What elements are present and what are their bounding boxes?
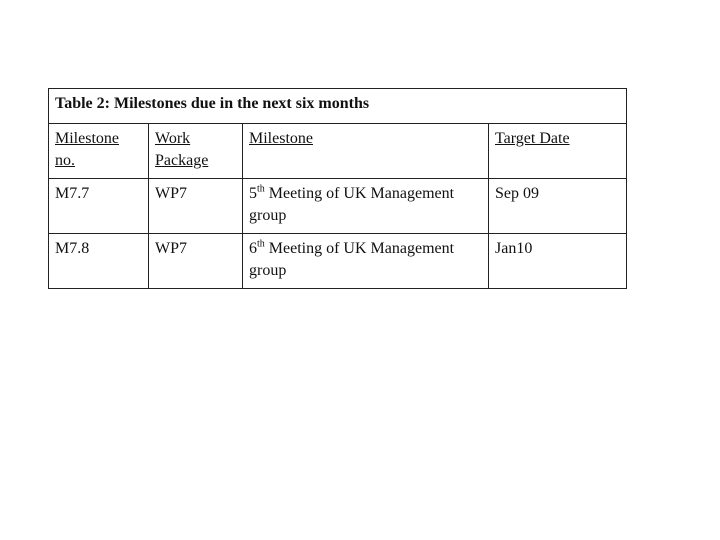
- cell-target-date: Sep 09: [489, 179, 627, 234]
- table-row: [49, 179, 627, 234]
- header-milestone-no-label: Milestone no.: [55, 130, 119, 169]
- header-work-package-label: Work Package: [155, 130, 209, 169]
- cell-milestone-no: M7.8: [49, 234, 149, 289]
- ordinal-suffix: th: [257, 183, 265, 195]
- table-header-row: [49, 124, 627, 179]
- ordinal-number: 5: [249, 185, 257, 202]
- milestone-text: Meeting of UK Management group: [249, 240, 455, 279]
- header-milestone-no: [49, 124, 149, 179]
- cell-work-package: WP7: [149, 179, 243, 234]
- cell-milestone: [243, 179, 489, 234]
- cell-milestone-no: M7.7: [49, 179, 149, 234]
- milestone-text: Meeting of UK Management group: [249, 185, 455, 224]
- milestones-table: [48, 88, 627, 289]
- header-work-package: [149, 124, 243, 179]
- header-milestone-label: Milestone: [249, 130, 313, 147]
- table-caption: Table 2: Milestones due in the next six months: [49, 89, 627, 124]
- cell-target-date: Jan10: [489, 234, 627, 289]
- header-target-date-label: Target Date: [495, 130, 570, 147]
- cell-milestone: [243, 234, 489, 289]
- header-milestone: [243, 124, 489, 179]
- ordinal-number: 6: [249, 240, 257, 257]
- table-row: [49, 234, 627, 289]
- cell-work-package: WP7: [149, 234, 243, 289]
- table-caption-row: [49, 89, 627, 124]
- ordinal-suffix: th: [257, 238, 265, 250]
- header-target-date: [489, 124, 627, 179]
